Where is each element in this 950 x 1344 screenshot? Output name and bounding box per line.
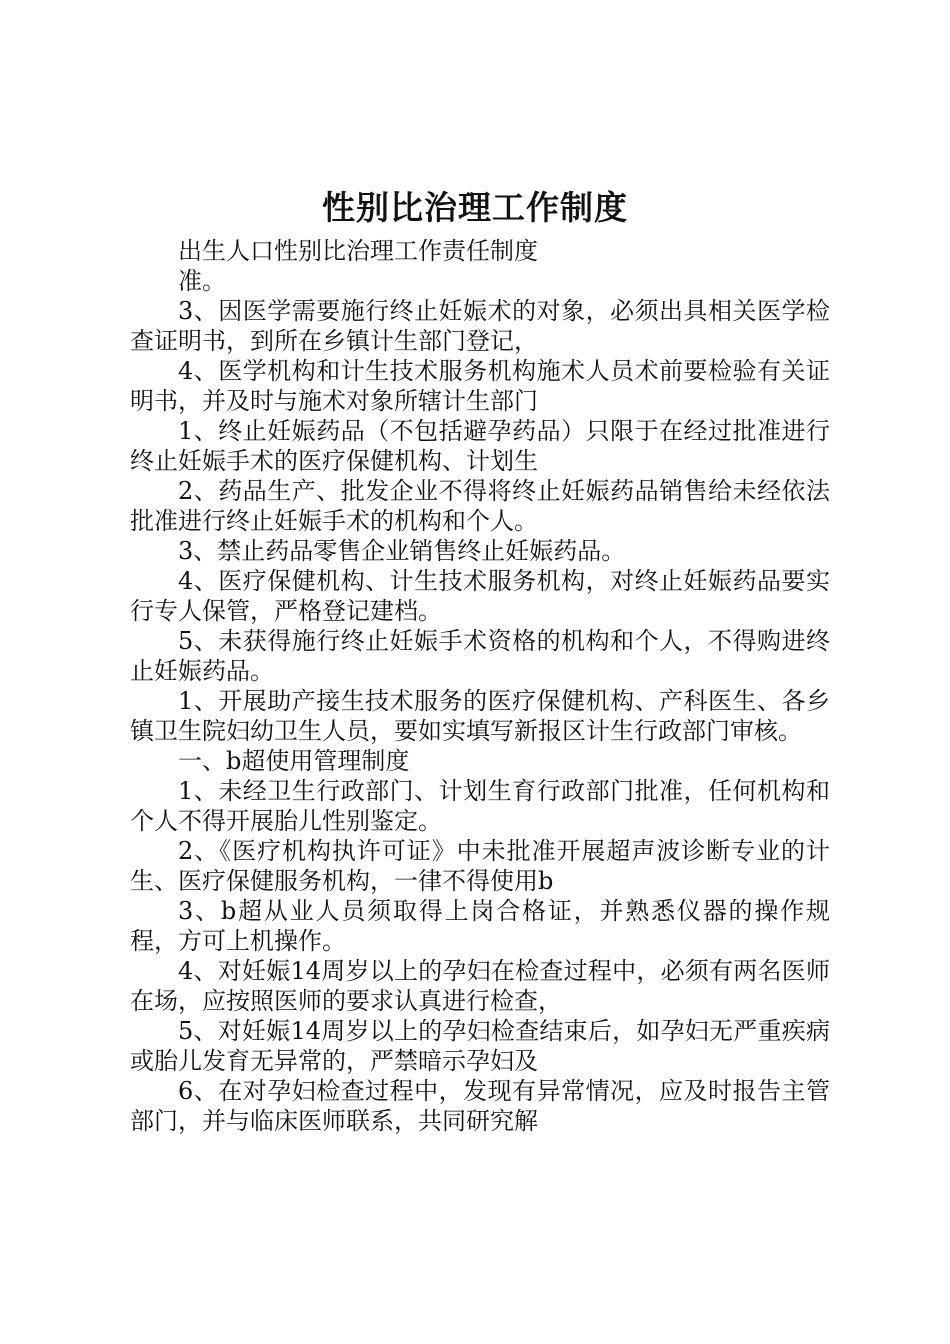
paragraph: 3、禁止药品零售企业销售终止妊娠药品。: [178, 537, 626, 565]
document-body: [130, 236, 830, 1136]
paragraph: 3、b超从业人员须取得上岗合格证，并熟悉仪器的操作规程，方可上机操作。: [130, 897, 830, 955]
paragraph: 准。: [178, 267, 226, 295]
paragraph: 1、终止妊娠药品（不包括避孕药品）只限于在经过批准进行终止妊娠手术的医疗保健机构、计划生: [130, 417, 830, 475]
section-heading: 一、b超使用管理制度: [178, 747, 410, 775]
paragraph: 2、药品生产、批发企业不得将终止妊娠药品销售给未经依法批准进行终止妊娠手术的机构和个人。: [130, 477, 830, 535]
paragraph: 4、医学机构和计生技术服务机构施术人员术前要检验有关证明书，并及时与施术对象所辖计生部门: [130, 357, 830, 415]
page-title: 性别比治理工作制度: [322, 188, 628, 227]
paragraph: 5、未获得施行终止妊娠手术资格的机构和个人，不得购进终止妊娠药品。: [130, 627, 830, 685]
paragraph: 4、对妊娠14周岁以上的孕妇在检查过程中，必须有两名医师在场，应按照医师的要求认真进行检查，: [130, 957, 830, 1015]
paragraph: 6、在对孕妇检查过程中，发现有异常情况，应及时报告主管部门，并与临床医师联系，共同研究解: [130, 1077, 830, 1135]
paragraph: 出生人口性别比治理工作责任制度: [178, 237, 538, 265]
paragraph: 3、因医学需要施行终止妊娠术的对象，必须出具相关医学检查证明书，到所在乡镇计生部门登记，: [130, 297, 830, 355]
paragraph: 4、医疗保健机构、计生技术服务机构，对终止妊娠药品要实行专人保管，严格登记建档。: [130, 567, 830, 625]
paragraph: 1、开展助产接生技术服务的医疗保健机构、产科医生、各乡镇卫生院妇幼卫生人员，要如实填写新报区计生行政部门审核。: [130, 687, 830, 745]
paragraph: 5、对妊娠14周岁以上的孕妇检查结束后，如孕妇无严重疾病或胎儿发育无异常的，严禁暗示孕妇及: [130, 1017, 830, 1075]
paragraph: 2、《医疗机构执许可证》中未批准开展超声波诊断专业的计生、医疗保健服务机构，一律不得使用b: [130, 837, 830, 895]
paragraph: 1、未经卫生行政部门、计划生育行政部门批准，任何机构和个人不得开展胎儿性别鉴定。: [130, 777, 830, 835]
